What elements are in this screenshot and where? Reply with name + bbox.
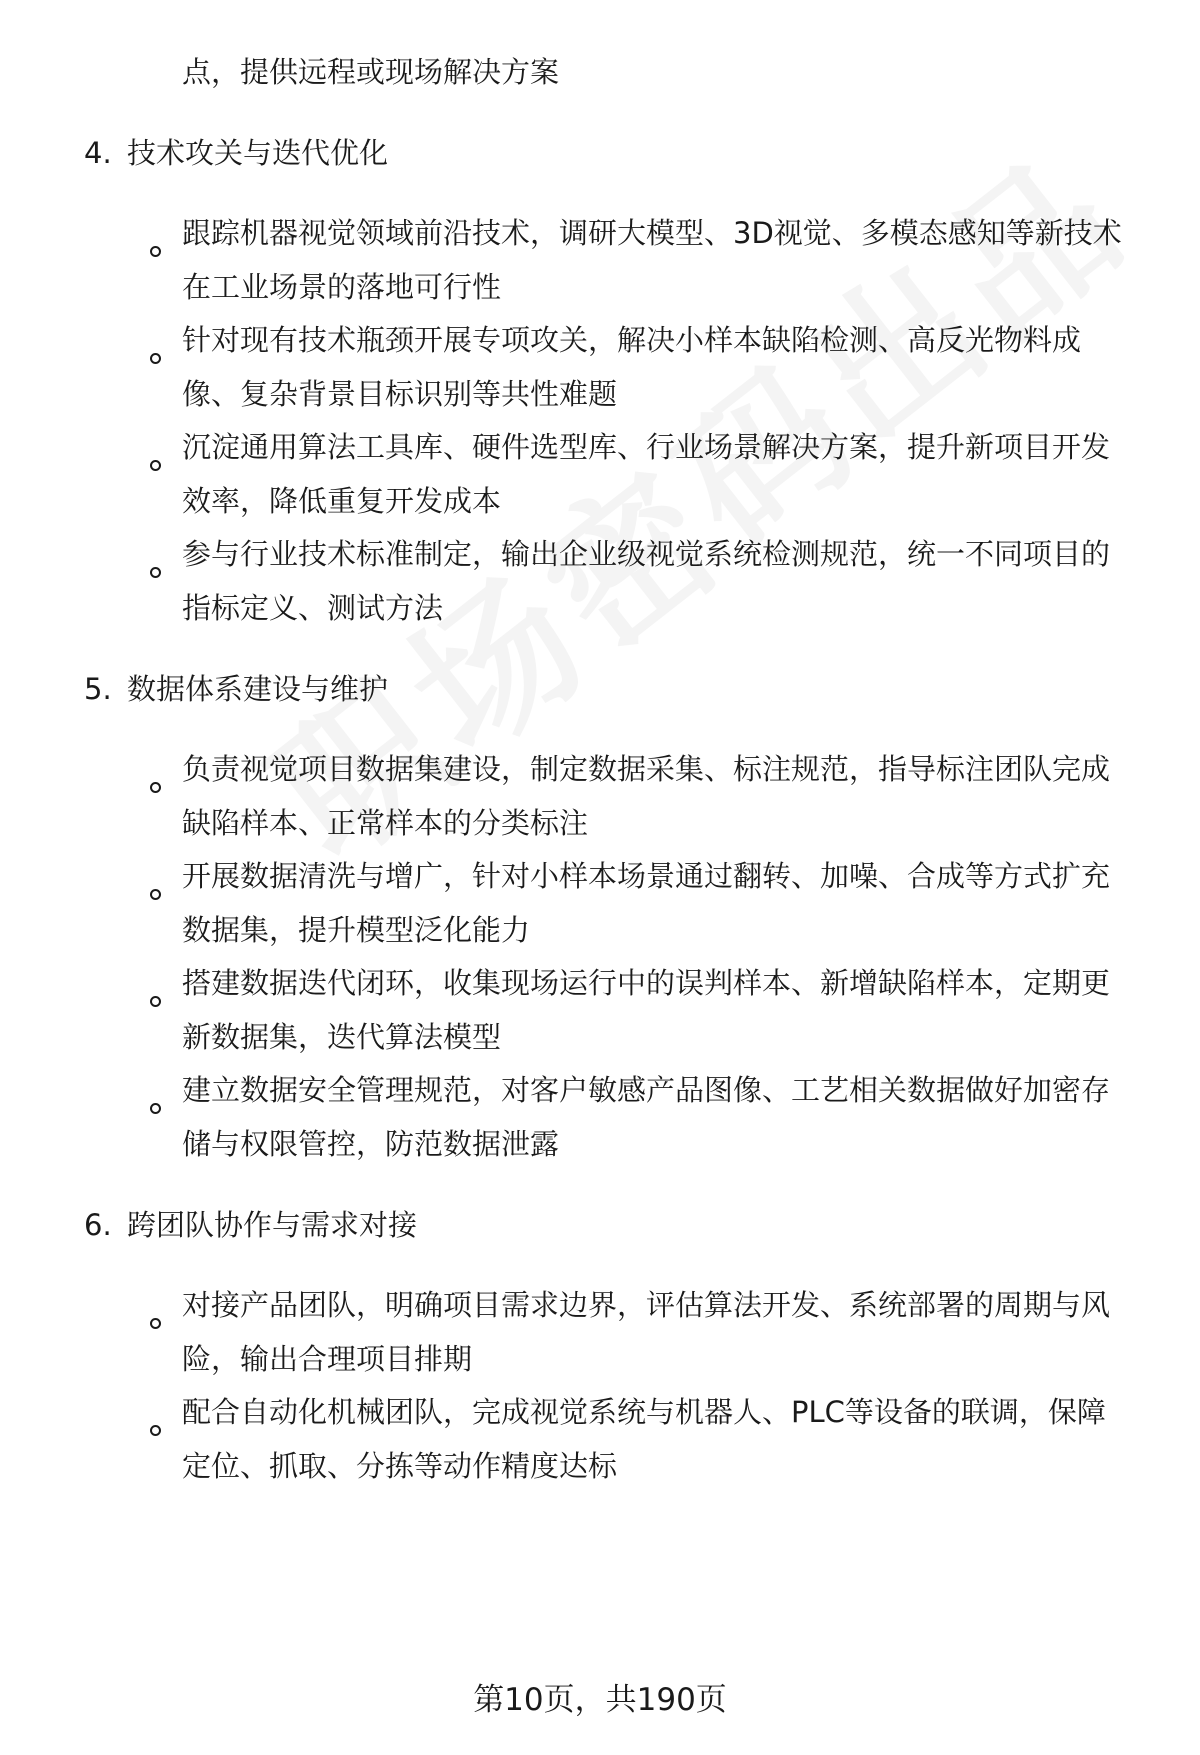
list-item-line: 对接产品团队，明确项目需求边界，评估算法开发、系统部署的周期与风 [182, 1288, 1111, 1322]
list-item-line: 数据集，提升模型泛化能力 [182, 913, 531, 947]
list-item-line: 像、复杂背景目标识别等共性难题 [182, 377, 618, 411]
bullet-circle-icon [150, 889, 161, 900]
list-item-line: 搭建数据迭代闭环，收集现场运行中的误判样本、新增缺陷样本，定期更 [182, 966, 1111, 1000]
list-item-line: 针对现有技术瓶颈开展专项攻关，解决小样本缺陷检测、高反光物料成 [182, 323, 1082, 357]
list-item-line: 新数据集，迭代算法模型 [182, 1020, 502, 1054]
intro-continuation: 点，提供远程或现场解决方案 [182, 55, 560, 89]
list-item-line: 配合自动化机械团队，完成视觉系统与机器人、PLC等设备的联调，保障 [182, 1395, 1106, 1429]
section-number: 6. [84, 1208, 112, 1242]
list-item-line: 效率，降低重复开发成本 [182, 484, 502, 518]
bullet-circle-icon [150, 1425, 161, 1436]
list-item-line: 缺陷样本、正常样本的分类标注 [182, 806, 589, 840]
list-item-line: 定位、抓取、分拣等动作精度达标 [182, 1449, 618, 1483]
section-title: 跨团队协作与需求对接 [127, 1208, 418, 1242]
list-item-line: 参与行业技术标准制定，输出企业级视觉系统检测规范，统一不同项目的 [182, 537, 1111, 571]
section-title: 数据体系建设与维护 [127, 672, 389, 706]
list-item-line: 跟踪机器视觉领域前沿技术，调研大模型、3D视觉、多模态感知等新技术 [182, 216, 1122, 250]
list-item-line: 开展数据清洗与增广，针对小样本场景通过翻转、加噪、合成等方式扩充 [182, 859, 1111, 893]
page-footer: 第10页，共190页 [473, 1682, 727, 1718]
list-item-line: 储与权限管控，防范数据泄露 [182, 1127, 560, 1161]
section-number: 4. [84, 136, 112, 170]
list-item-line: 在工业场景的落地可行性 [182, 270, 502, 304]
bullet-circle-icon [150, 460, 161, 471]
list-item-line: 建立数据安全管理规范，对客户敏感产品图像、工艺相关数据做好加密存 [182, 1073, 1111, 1107]
list-item-line: 负责视觉项目数据集建设，制定数据采集、标注规范，指导标注团队完成 [182, 752, 1111, 786]
section-title: 技术攻关与迭代优化 [127, 136, 389, 170]
list-item-line: 指标定义、测试方法 [182, 591, 444, 625]
bullet-circle-icon [150, 1103, 161, 1114]
list-item-line: 沉淀通用算法工具库、硬件选型库、行业场景解决方案，提升新项目开发 [182, 430, 1111, 464]
bullet-circle-icon [150, 353, 161, 364]
bullet-circle-icon [150, 996, 161, 1007]
bullet-circle-icon [150, 246, 161, 257]
list-item-line: 险，输出合理项目排期 [182, 1342, 473, 1376]
section-number: 5. [84, 672, 112, 706]
bullet-circle-icon [150, 567, 161, 578]
bullet-circle-icon [150, 782, 161, 793]
bullet-circle-icon [150, 1318, 161, 1329]
